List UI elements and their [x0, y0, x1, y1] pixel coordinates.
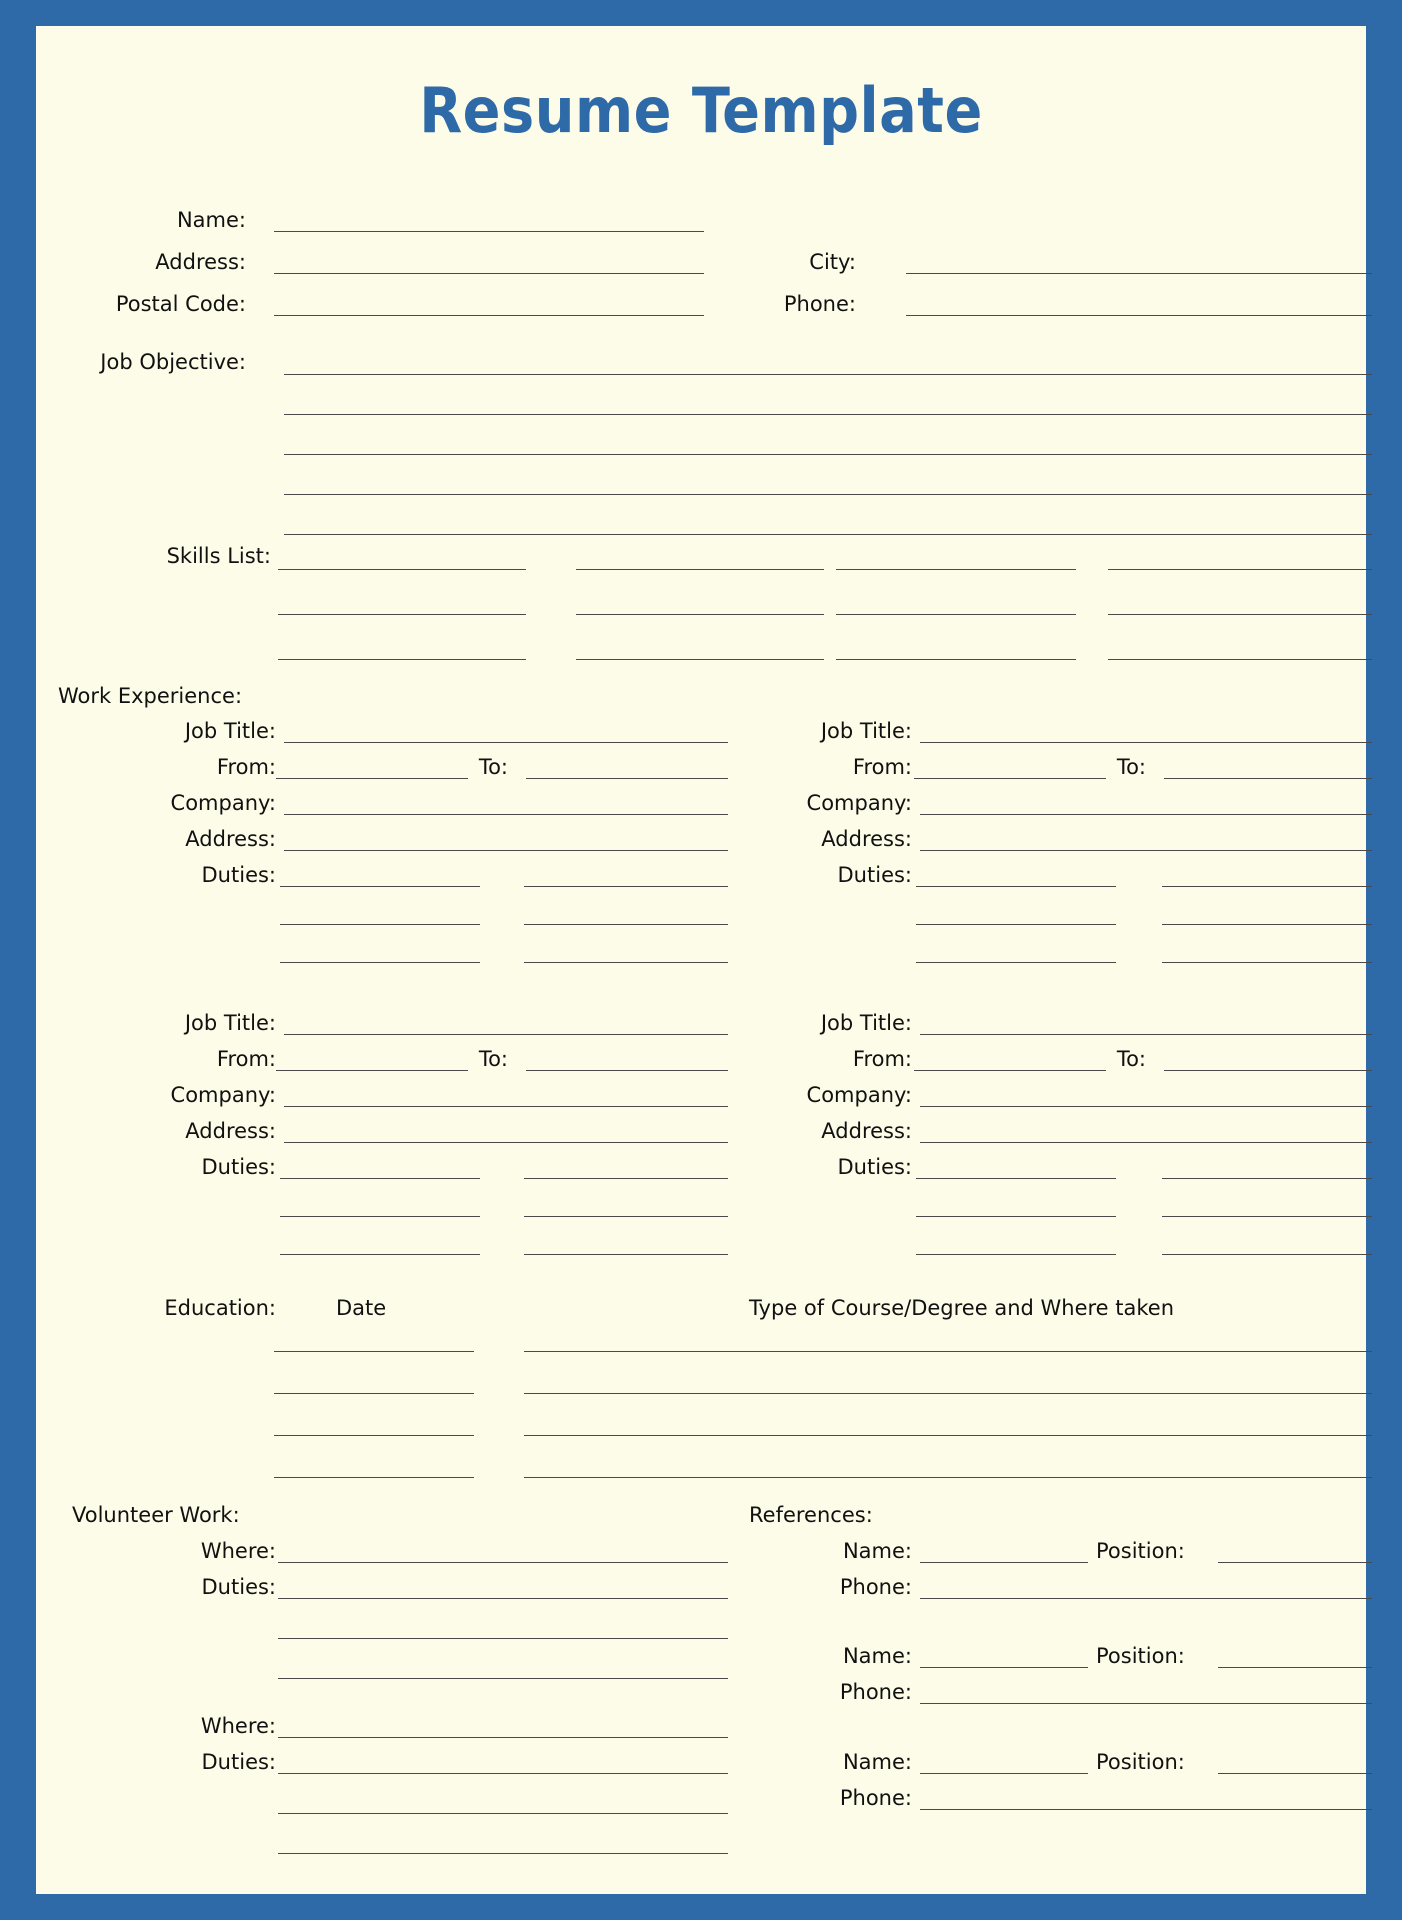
to-input[interactable]	[1164, 1070, 1372, 1071]
education-date-input[interactable]	[274, 1351, 474, 1352]
to-label: To:	[1116, 755, 1146, 779]
to-input[interactable]	[526, 1070, 728, 1071]
reference-name-input[interactable]	[920, 1773, 1088, 1774]
phone-label: Phone:	[783, 292, 856, 316]
reference-name-label: Name:	[842, 1644, 912, 1668]
job-objective-input[interactable]	[284, 414, 1372, 415]
to-input[interactable]	[526, 778, 728, 779]
reference-position-input[interactable]	[1218, 1562, 1372, 1563]
duties-input[interactable]	[280, 1216, 480, 1217]
company-label: Company:	[170, 1083, 276, 1107]
from-label: From:	[216, 1047, 276, 1071]
education-date-header: Date	[336, 1296, 387, 1320]
company-label: Company:	[806, 791, 912, 815]
reference-phone-label: Phone:	[839, 1680, 912, 1704]
duties-input[interactable]	[1162, 886, 1372, 887]
company-address-label: Address:	[185, 827, 276, 851]
duties-label: Duties:	[201, 863, 276, 887]
skills-input[interactable]	[576, 569, 824, 570]
volunteer-duties-label: Duties:	[201, 1575, 276, 1599]
duties-input[interactable]	[524, 1216, 728, 1217]
reference-position-label: Position:	[1096, 1644, 1185, 1668]
job-title-input[interactable]	[920, 742, 1372, 743]
skills-input[interactable]	[1108, 659, 1372, 660]
company-address-label: Address:	[185, 1119, 276, 1143]
company-address-label: Address:	[821, 827, 912, 851]
duties-input[interactable]	[916, 962, 1116, 963]
to-input[interactable]	[1164, 778, 1372, 779]
company-input[interactable]	[920, 814, 1372, 815]
duties-label: Duties:	[201, 1155, 276, 1179]
education-course-header: Type of Course/Degree and Where taken	[749, 1296, 1175, 1320]
reference-name-input[interactable]	[920, 1667, 1088, 1668]
reference-position-input[interactable]	[1218, 1773, 1372, 1774]
page-title: Resume Template	[419, 74, 983, 147]
volunteer-where-input[interactable]	[278, 1562, 728, 1563]
postal-code-label: Postal Code:	[115, 292, 246, 316]
skills-input[interactable]	[278, 659, 526, 660]
reference-phone-input[interactable]	[920, 1598, 1372, 1599]
to-label: To:	[478, 1047, 508, 1071]
education-course-input[interactable]	[524, 1477, 1372, 1478]
job-objective-label: Job Objective:	[100, 350, 246, 374]
duties-input[interactable]	[1162, 1254, 1372, 1255]
education-course-input[interactable]	[524, 1351, 1372, 1352]
company-input[interactable]	[284, 814, 728, 815]
volunteer-where-label: Where:	[200, 1714, 276, 1738]
company-address-label: Address:	[821, 1119, 912, 1143]
reference-name-input[interactable]	[920, 1562, 1088, 1563]
skills-input[interactable]	[1108, 614, 1372, 615]
volunteer-duties-input[interactable]	[278, 1813, 728, 1814]
city-label: City:	[809, 250, 856, 274]
volunteer-duties-input[interactable]	[278, 1638, 728, 1639]
address-label: Address:	[155, 250, 246, 274]
reference-position-input[interactable]	[1218, 1667, 1372, 1668]
from-input[interactable]	[914, 778, 1106, 779]
from-label: From:	[852, 755, 912, 779]
education-course-input[interactable]	[524, 1393, 1372, 1394]
volunteer-duties-input[interactable]	[278, 1678, 728, 1679]
education-date-input[interactable]	[274, 1393, 474, 1394]
education-date-input[interactable]	[274, 1435, 474, 1436]
volunteer-duties-input[interactable]	[278, 1853, 728, 1854]
duties-label: Duties:	[837, 1155, 912, 1179]
reference-name-label: Name:	[842, 1539, 912, 1563]
name-input[interactable]	[274, 231, 704, 232]
duties-input[interactable]	[280, 1178, 480, 1179]
from-input[interactable]	[914, 1070, 1106, 1071]
duties-input[interactable]	[524, 962, 728, 963]
from-input[interactable]	[276, 778, 468, 779]
duties-input[interactable]	[280, 1254, 480, 1255]
duties-input[interactable]	[524, 1178, 728, 1179]
reference-phone-label: Phone:	[839, 1786, 912, 1810]
education-date-input[interactable]	[274, 1477, 474, 1478]
skills-input[interactable]	[836, 659, 1076, 660]
resume-page	[36, 26, 1366, 1894]
job-title-label: Job Title:	[820, 1011, 912, 1035]
duties-input[interactable]	[524, 924, 728, 925]
skills-input[interactable]	[836, 614, 1076, 615]
skills-list-label: Skills List:	[166, 544, 271, 568]
job-title-input[interactable]	[284, 1034, 728, 1035]
job-title-label: Job Title:	[184, 719, 276, 743]
reference-phone-label: Phone:	[839, 1575, 912, 1599]
phone-input[interactable]	[906, 315, 1372, 316]
volunteer-duties-input[interactable]	[278, 1773, 728, 1774]
to-label: To:	[1116, 1047, 1146, 1071]
duties-input[interactable]	[1162, 962, 1372, 963]
from-label: From:	[852, 1047, 912, 1071]
reference-phone-input[interactable]	[920, 1809, 1372, 1810]
duties-input[interactable]	[1162, 924, 1372, 925]
education-label: Education:	[164, 1296, 276, 1320]
from-label: From:	[216, 755, 276, 779]
duties-label: Duties:	[837, 863, 912, 887]
work-experience-label: Work Experience:	[58, 684, 243, 708]
duties-input[interactable]	[916, 1254, 1116, 1255]
skills-input[interactable]	[278, 569, 526, 570]
education-course-input[interactable]	[524, 1435, 1372, 1436]
company-input[interactable]	[920, 1106, 1372, 1107]
job-title-input[interactable]	[284, 742, 728, 743]
job-title-label: Job Title:	[820, 719, 912, 743]
duties-input[interactable]	[280, 924, 480, 925]
duties-input[interactable]	[1162, 1178, 1372, 1179]
skills-input[interactable]	[836, 569, 1076, 570]
reference-name-label: Name:	[842, 1750, 912, 1774]
duties-input[interactable]	[916, 1178, 1116, 1179]
company-address-input[interactable]	[920, 850, 1372, 851]
volunteer-work-label: Volunteer Work:	[72, 1503, 240, 1527]
company-address-input[interactable]	[920, 1142, 1372, 1143]
volunteer-duties-label: Duties:	[201, 1750, 276, 1774]
volunteer-duties-input[interactable]	[278, 1598, 728, 1599]
job-objective-input[interactable]	[284, 374, 1372, 375]
postal-code-input[interactable]	[274, 315, 704, 316]
volunteer-where-input[interactable]	[278, 1737, 728, 1738]
reference-position-label: Position:	[1096, 1539, 1185, 1563]
job-title-input[interactable]	[920, 1034, 1372, 1035]
duties-input[interactable]	[524, 886, 728, 887]
duties-input[interactable]	[1162, 1216, 1372, 1217]
to-label: To:	[478, 755, 508, 779]
reference-phone-input[interactable]	[920, 1703, 1372, 1704]
duties-input[interactable]	[524, 1254, 728, 1255]
company-label: Company:	[806, 1083, 912, 1107]
skills-input[interactable]	[576, 614, 824, 615]
job-objective-input[interactable]	[284, 494, 1372, 495]
company-address-input[interactable]	[284, 1142, 728, 1143]
skills-input[interactable]	[576, 659, 824, 660]
skills-input[interactable]	[278, 614, 526, 615]
reference-position-label: Position:	[1096, 1750, 1185, 1774]
skills-input[interactable]	[1108, 569, 1372, 570]
job-objective-input[interactable]	[284, 534, 1372, 535]
company-label: Company:	[170, 791, 276, 815]
job-title-label: Job Title:	[184, 1011, 276, 1035]
address-input[interactable]	[274, 273, 704, 274]
duties-input[interactable]	[280, 886, 480, 887]
duties-input[interactable]	[280, 962, 480, 963]
references-label: References:	[749, 1503, 873, 1527]
duties-input[interactable]	[916, 924, 1116, 925]
volunteer-where-label: Where:	[200, 1539, 276, 1563]
city-input[interactable]	[906, 273, 1372, 274]
job-objective-input[interactable]	[284, 454, 1372, 455]
name-label: Name:	[176, 208, 246, 232]
duties-input[interactable]	[916, 886, 1116, 887]
from-input[interactable]	[276, 1070, 468, 1071]
company-address-input[interactable]	[284, 850, 728, 851]
duties-input[interactable]	[916, 1216, 1116, 1217]
company-input[interactable]	[284, 1106, 728, 1107]
